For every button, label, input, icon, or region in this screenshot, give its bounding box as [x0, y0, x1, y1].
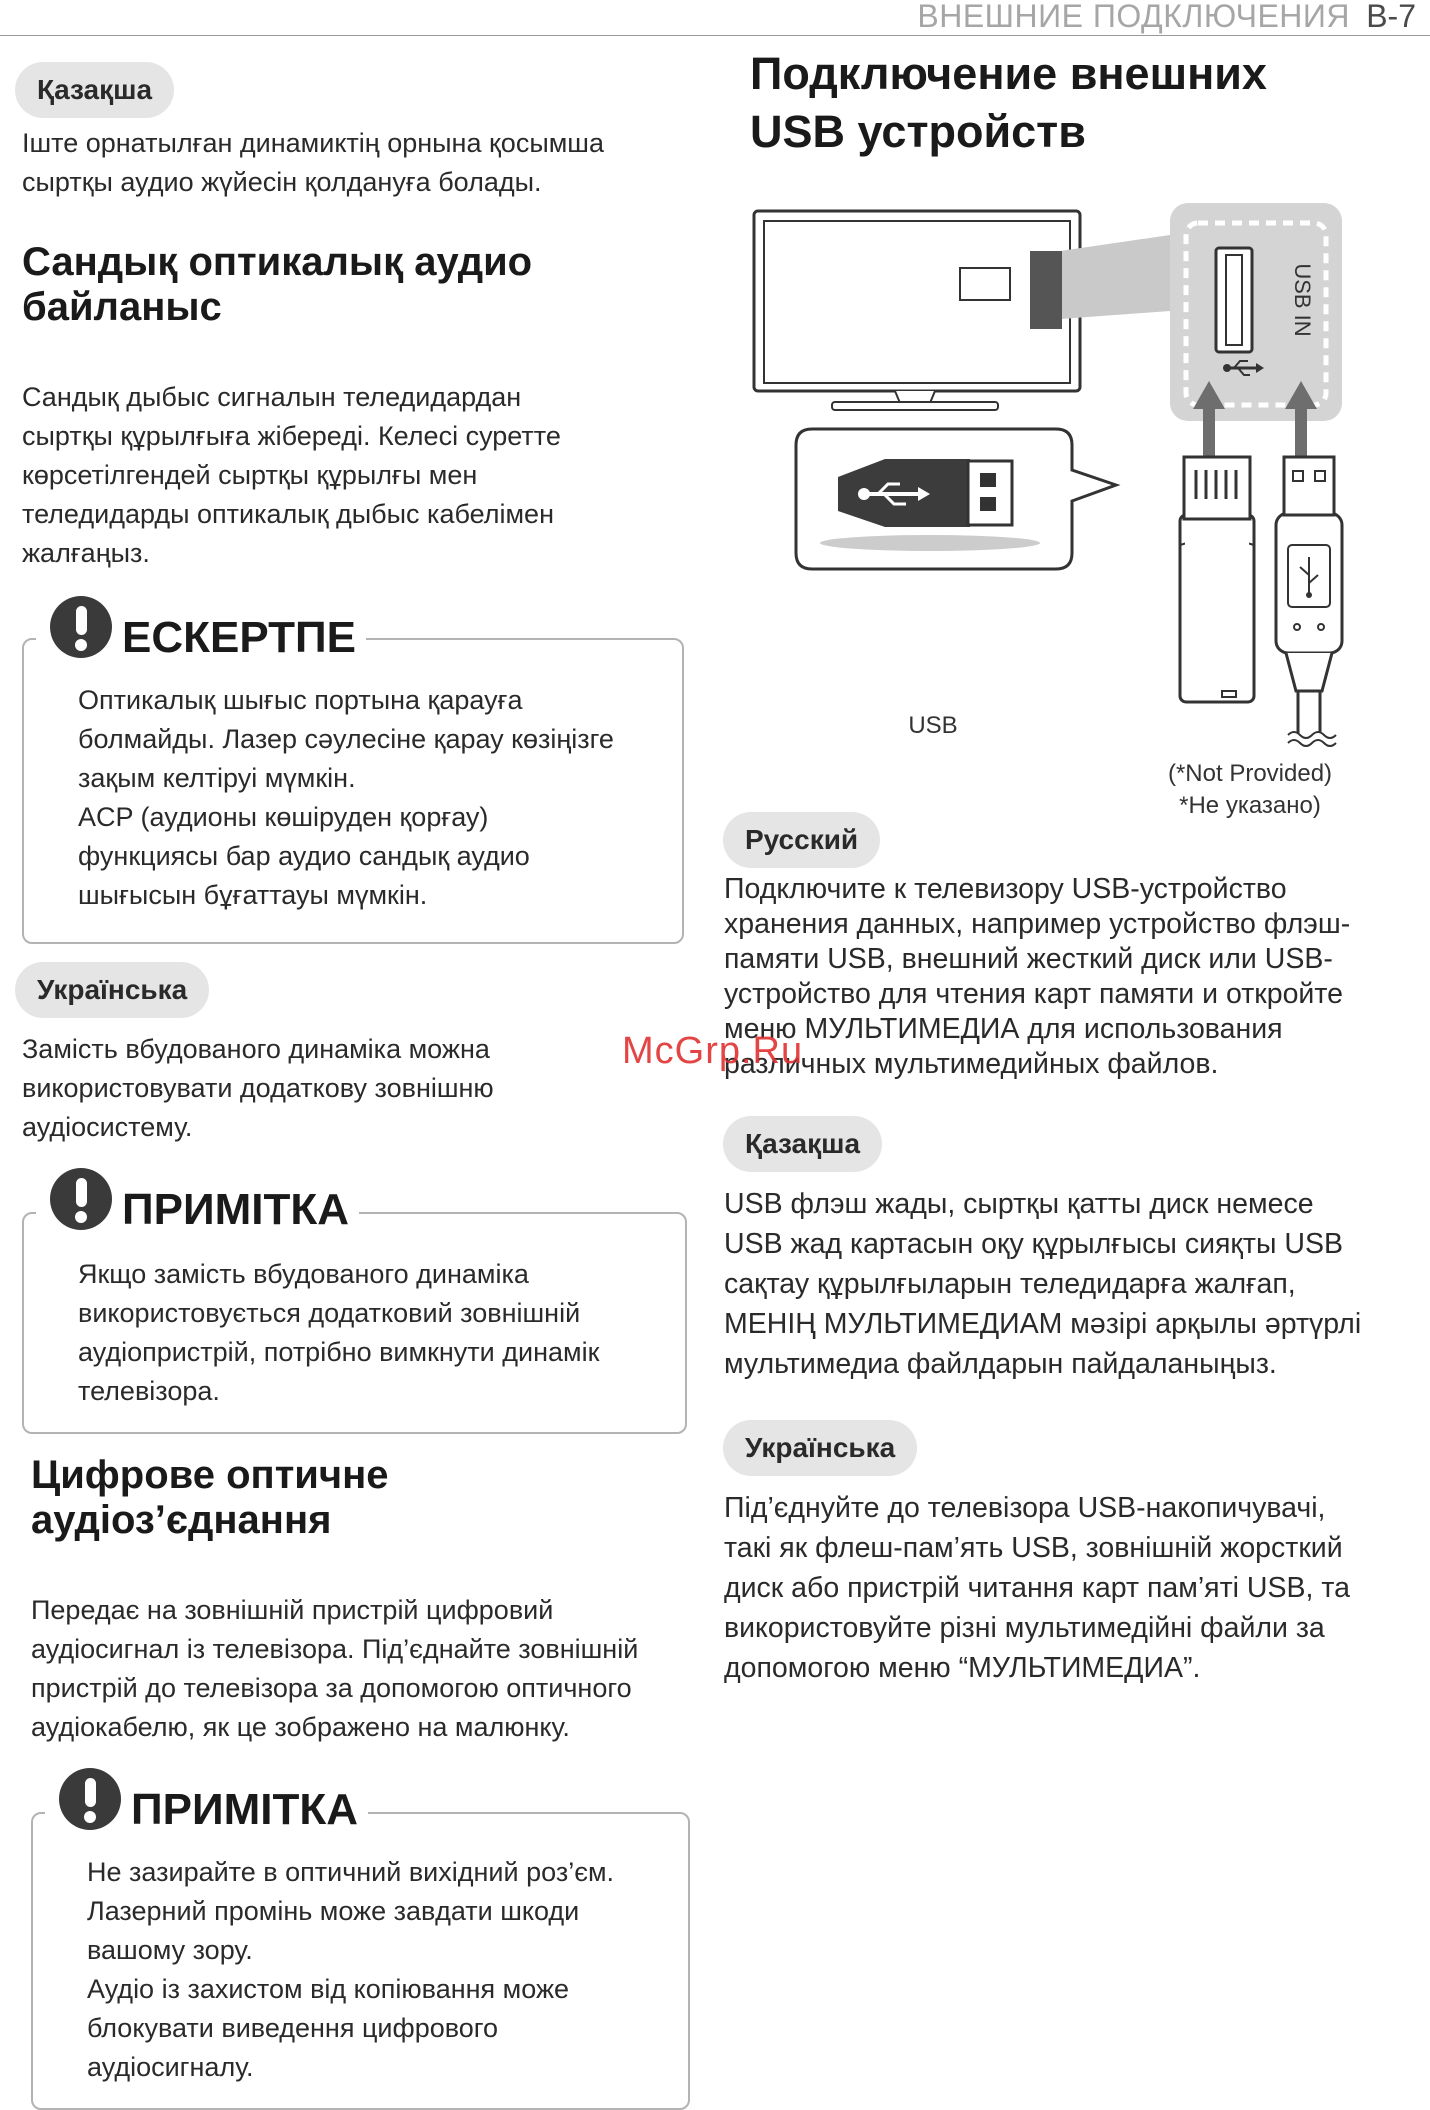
kz-note-title: ЕСКЕРТПЕ	[122, 613, 356, 662]
warning-icon	[50, 596, 112, 658]
ua-audio-text: Замість вбудованого динаміка можна використовувати додаткову зовнішню аудіосистему.	[22, 1034, 494, 1142]
lang-label-kazakh-usb: Қазақша	[723, 1116, 882, 1172]
usb-in-label: USB IN	[1290, 263, 1315, 337]
ua-note2-text: Не зазирайте в оптичний вихідний роз’єм. Лазерний промінь може завдати шкоди вашому зору. Аудіо із захистом від копіювання може блокувати виведення цифрового аудіосигналу.	[87, 1857, 615, 2082]
kz-optical-text: Сандық дыбыс сигналын теледидардан сыртқы құрылғыға жібереді. Келесі суретте көрсетілгендей сыртқы құрылғы мен теледидарды оптикалық дыбыс кабелімен жалғаңыз.	[22, 382, 561, 568]
kz-note-text: Оптикалық шығыс портына қарауға болмайды. Лазер сәулесіне қарау көзіңізге зақым келтіруі мүмкін. ACP (аудионы көшіруден қорғау) функциясы бар аудио сандық аудио шығысын бұғаттауы мүмкін.	[78, 685, 614, 910]
ru-usb-text: Подключите к телевизору USB-устройство хранения данных, например устройство флэш- памяти USB, внешний жесткий диск или USB- устройство для чтения карт памяти и откройте меню МУЛЬТИМЕДИА для использования различных мультимедийных файлов.	[724, 873, 1351, 1080]
ua-note2-title: ПРИМІТКА	[131, 1785, 358, 1834]
ua-note1-title: ПРИМІТКА	[122, 1185, 349, 1234]
header-divider	[0, 35, 1430, 36]
flash-drive-illustration	[1180, 457, 1254, 702]
tv-usb-port-area	[1030, 251, 1062, 329]
usb-cable-illustration	[1276, 457, 1342, 746]
lang-label-ukrainian: Українська	[15, 962, 209, 1018]
kz-optical-heading: Сандық оптикалық аудио байланыс	[22, 240, 533, 329]
ua-usb-text: Під’єднуйте до телевізора USB-накопичувачі, такі як флеш-пам’ять USB, зовнішній жорсткий диск або пристрій читання карт пам’яті USB, та використовуйте різні мультимедійні файли за допомогою меню “МУЛЬТИМЕДИА”.	[724, 1492, 1350, 1684]
kz-note-header	[36, 596, 366, 664]
header-section-title: ВНЕШНИЕ ПОДКЛЮЧЕНИЯ	[917, 0, 1350, 34]
usb-connection-diagram	[740, 195, 1360, 755]
ua-optical-text: Передає на зовнішній пристрій цифровий аудіосигнал із телевізора. Під’єднайте зовнішній пристрій до телевізора за допомогою оптичного аудіокабелю, як це зображено на малюнку.	[31, 1595, 639, 1742]
ua-note2-header	[45, 1768, 368, 1836]
ua-note1-header	[36, 1168, 359, 1236]
not-provided-note: (*Not Provided) *Не указано)	[1167, 760, 1333, 819]
ua-note1-text: Якщо замість вбудованого динаміка використовується додатковий зовнішній аудіопристрій, потрібно вимкнути динамік телевізора.	[78, 1259, 600, 1406]
kz-usb-text: USB флэш жады, сыртқы қатты диск немесе USB жад картасын оқу құрылғысы сияқты USB сақтау құрылғыларын теледидарға жалғап, МЕНІҢ МУЛЬТИМЕДИАМ мәзірі арқылы әртүрлі мультимедиа файлдарын пайдаланыңыз.	[724, 1188, 1362, 1380]
lang-label-kazakh: Қазақша	[15, 62, 174, 118]
warning-icon	[59, 1768, 121, 1830]
lang-label-russian: Русский	[723, 812, 880, 868]
lang-label-ukrainian-usb: Українська	[723, 1420, 917, 1476]
ua-optical-heading: Цифрове оптичне аудіоз’єднання	[31, 1453, 389, 1542]
usb-label: USB	[908, 712, 958, 739]
kz-audio-text: Іште орнатылған динамиктің орнына қосымша сыртқы аудио жүйесін қолдануға болады.	[22, 128, 604, 197]
page-number: B-7	[1366, 0, 1416, 34]
usb-port-zoom-panel	[1170, 203, 1342, 421]
warning-icon	[50, 1168, 112, 1230]
usb-section-heading: Подключение внешних USB устройств	[750, 48, 1267, 157]
watermark-text: McGrp.Ru	[622, 1030, 804, 1072]
usb-stick-callout	[796, 429, 1116, 569]
